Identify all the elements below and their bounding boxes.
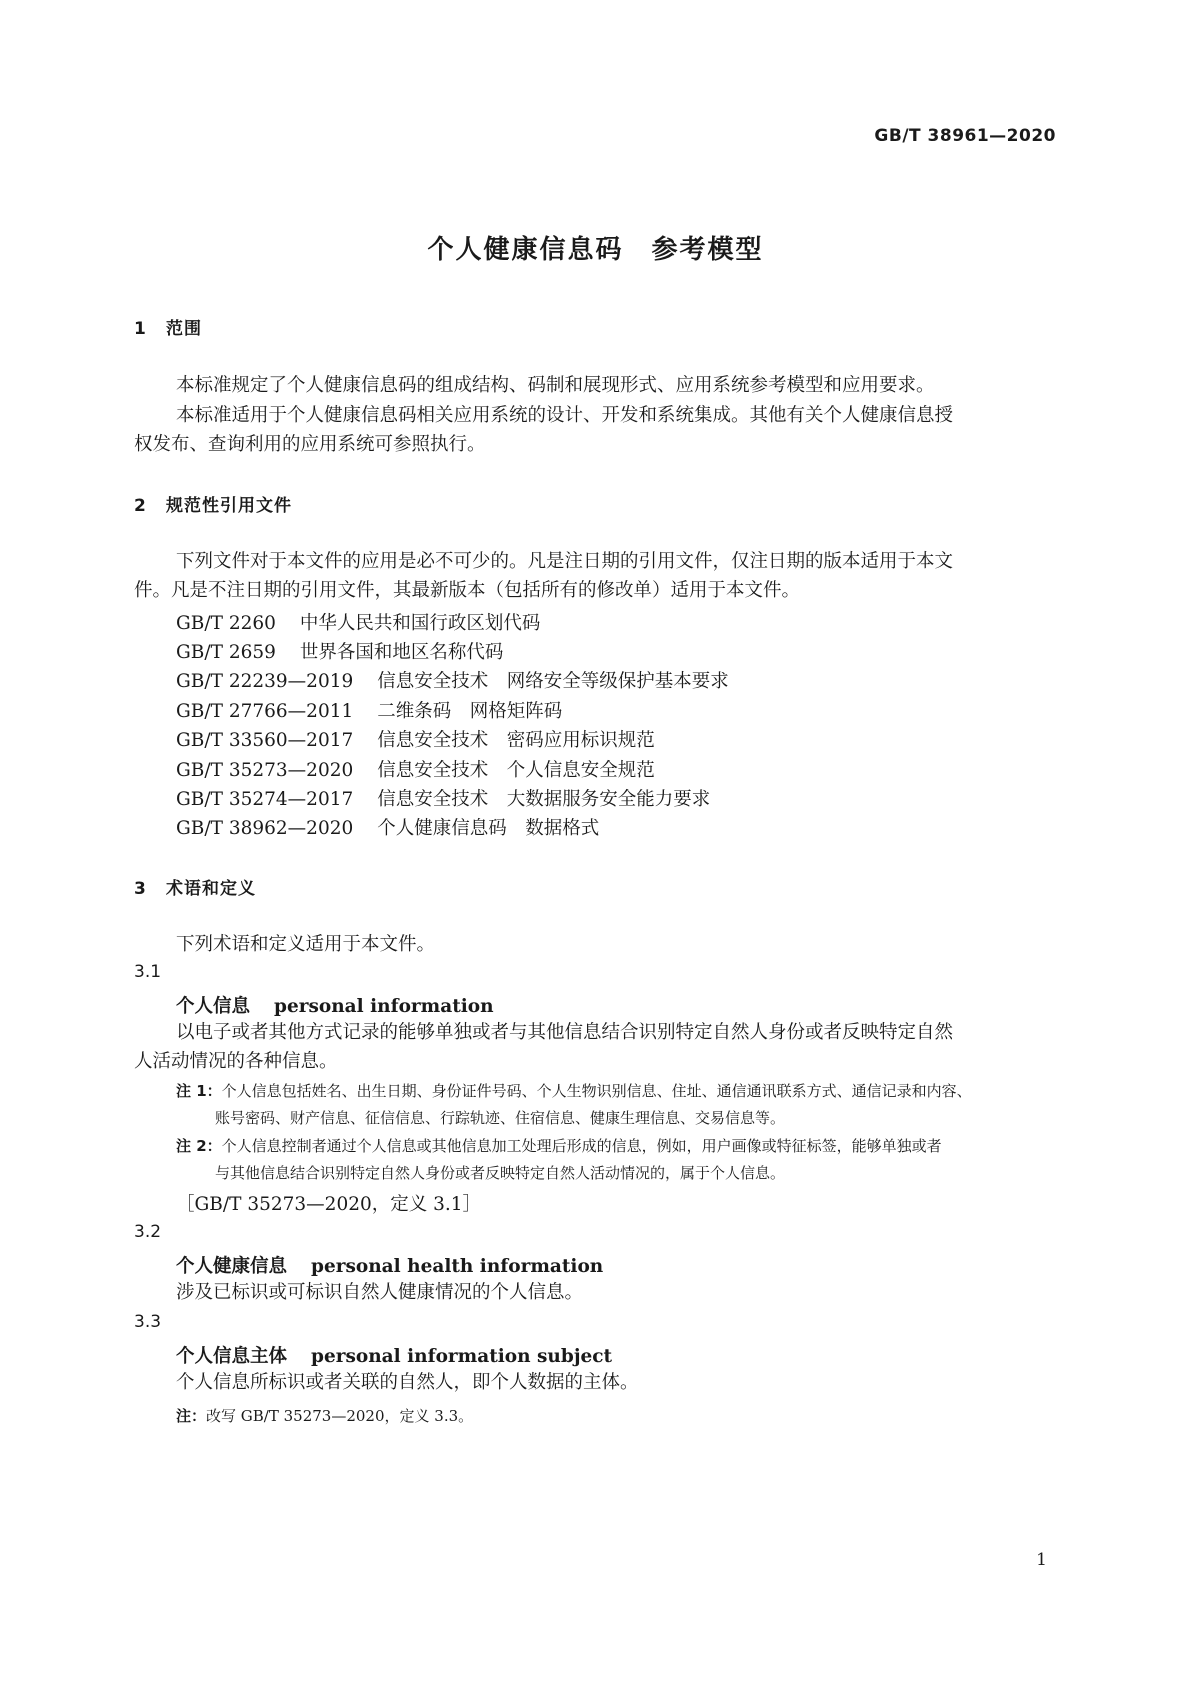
note-text: 账号密码、财产信息、征信信息、行踪轨迹、住宿信息、健康生理信息、交易信息等。 [215,1109,786,1127]
reference-item [176,785,710,811]
reference-title: 信息安全技术 密码应用标识规范 [377,730,655,751]
term-en: personal health information [311,1256,604,1277]
paragraph: 下列文件对于本文件的应用是必不可少的。凡是注日期的引用文件，仅注日期的版本适用于本文 [176,551,954,572]
term-zh: 个人健康信息 [176,1256,288,1277]
term-heading [176,992,494,1018]
reference-title: 二维条码 网格矩阵码 [377,701,563,722]
reference-title: 信息安全技术 大数据服务安全能力要求 [377,789,711,810]
reference-item [176,814,599,840]
reference-code: GB/T 27766—2011 [176,701,354,722]
term-zh: 个人信息 [176,996,251,1017]
section-number: 1 [134,319,147,339]
note-text: 改写 GB/T 35273—2020，定义 3.3。 [206,1407,474,1425]
note-text: 个人信息控制者通过个人信息或其他信息加工处理后形成的信息，例如，用户画像或特征标签，能够单独或者 [221,1137,942,1155]
section-title: 范围 [166,319,202,339]
reference-title: 中华人民共和国行政区划代码 [299,613,541,634]
reference-title: 信息安全技术 个人信息安全规范 [377,760,655,781]
term-definition: 涉及已标识或可标识自然人健康情况的个人信息。 [176,1282,584,1303]
term-en: personal information subject [311,1346,613,1367]
term-en: personal information [274,996,494,1017]
note-text: 与其他信息结合识别特定自然人身份或者反映特定自然人活动情况的，属于个人信息。 [215,1164,786,1182]
section-2-heading [134,491,292,516]
paragraph: 件。凡是不注日期的引用文件，其最新版本（包括所有的修改单）适用于本文件。 [134,580,801,601]
reference-item [176,756,655,782]
reference-title: 个人健康信息码 数据格式 [377,818,600,839]
paragraph: 本标准规定了个人健康信息码的组成结构、码制和展现形式、应用系统参考模型和应用要求。 [176,375,935,396]
paragraph: 权发布、查询利用的应用系统可参照执行。 [134,434,486,455]
paragraph: 本标准适用于个人健康信息码相关应用系统的设计、开发和系统集成。其他有关个人健康信息授 [176,405,954,426]
note-label: 注 1： [176,1082,222,1100]
term-zh: 个人信息主体 [176,1346,288,1367]
reference-code: GB/T 35273—2020 [176,760,354,781]
note-label: 注 2： [176,1137,222,1155]
reference-item [176,726,655,752]
standard-code: GB/T 38961—2020 [874,126,1056,146]
reference-code: GB/T 2659 [176,642,276,663]
paragraph: 下列术语和定义适用于本文件。 [176,934,436,955]
reference-code: GB/T 38962—2020 [176,818,354,839]
section-title: 规范性引用文件 [166,496,292,516]
term-number: 3.1 [134,962,162,982]
section-number: 2 [134,496,147,516]
reference-code: GB/T 22239—2019 [176,671,354,692]
term-heading [176,1342,612,1368]
reference-code: GB/T 33560—2017 [176,730,354,751]
term-heading [176,1252,603,1278]
reference-item [176,667,729,693]
note-label: 注： [176,1407,207,1425]
reference-title: 世界各国和地区名称代码 [299,642,504,663]
term-number: 3.3 [134,1312,162,1332]
page-number: 1 [1036,1550,1047,1570]
reference-item [176,638,503,664]
note-2 [176,1131,942,1161]
section-3-heading [134,874,256,899]
term-source: ［GB/T 35273—2020，定义 3.1］ [176,1194,482,1215]
term-number: 3.2 [134,1222,162,1242]
reference-code: GB/T 35274—2017 [176,789,354,810]
section-number: 3 [134,879,147,899]
document-title: 个人健康信息码 参考模型 [427,235,764,265]
note-1 [176,1076,972,1106]
note-text: 个人信息包括姓名、出生日期、身份证件号码、个人生物识别信息、住址、通信通讯联系方式、通信记录和内容、 [221,1082,972,1100]
reference-code: GB/T 2260 [176,613,276,634]
reference-title: 信息安全技术 网络安全等级保护基本要求 [377,671,729,692]
reference-item [176,697,562,723]
section-1-heading [134,314,202,339]
term-definition: 个人信息所标识或者关联的自然人，即个人数据的主体。 [176,1372,639,1393]
term-definition: 以电子或者其他方式记录的能够单独或者与其他信息结合识别特定自然人身份或者反映特定自然 [176,1022,954,1043]
reference-item [176,609,540,635]
term-definition: 人活动情况的各种信息。 [134,1051,338,1072]
section-title: 术语和定义 [166,879,256,899]
note [176,1401,473,1431]
